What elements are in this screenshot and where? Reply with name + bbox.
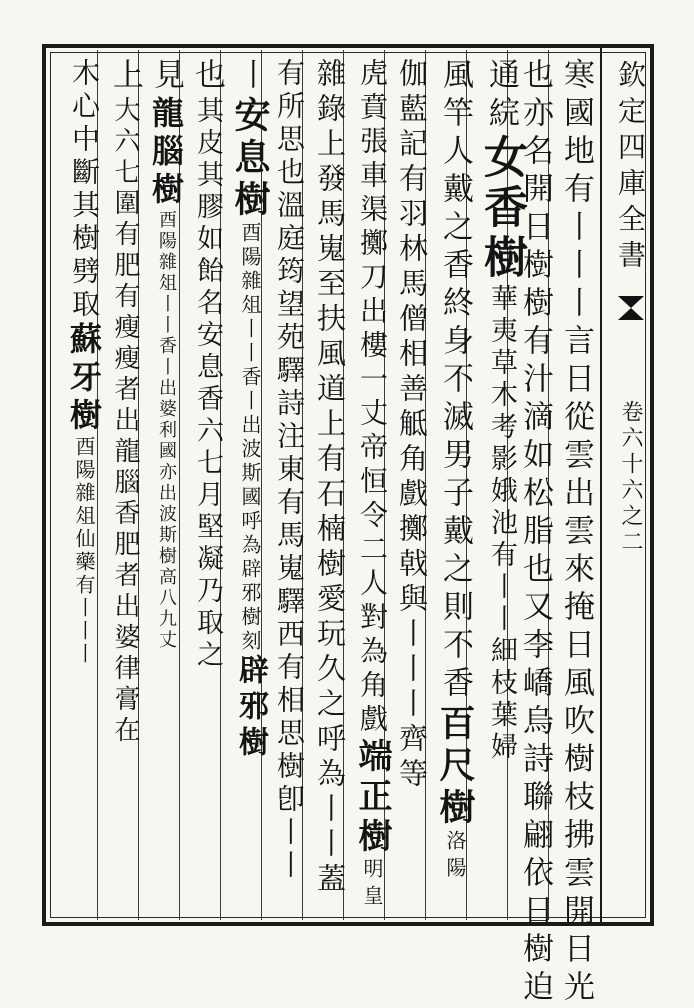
- margin-title: 欽定四庫全書: [614, 60, 647, 276]
- column-text: 見: [148, 58, 184, 96]
- column-text: 寒國地有丨丨丨言日從雲出雲來掩日風吹樹枝拂雲開日光: [558, 58, 594, 1008]
- column-text: 洛陽: [443, 830, 467, 884]
- column-text: 丨: [232, 58, 268, 96]
- entry-heading: 辟邪樹: [233, 654, 268, 762]
- fish-tail-mark-icon: [618, 296, 644, 320]
- column-text: 也: [189, 58, 225, 96]
- column-text: 酉陽雜俎丨丨香丨出婆利國亦出波斯樹高八九丈: [156, 210, 177, 651]
- column-text: 酉陽雜俎仙藥有丨丨丨: [72, 436, 96, 666]
- text-column: [269, 58, 309, 920]
- text-column: [474, 58, 528, 920]
- entry-heading: 端正樹: [352, 738, 392, 858]
- column-text: 上: [107, 58, 143, 96]
- entry-heading: 安息樹: [229, 96, 271, 222]
- column-text: 木心中斷其樹劈取: [68, 58, 101, 322]
- text-column: [351, 58, 393, 920]
- column-text: 明皇: [360, 858, 384, 912]
- text-column: [556, 58, 596, 1008]
- text-column: [146, 58, 186, 920]
- text-column: [392, 58, 432, 920]
- entry-heading: 百尺樹: [434, 704, 476, 830]
- text-column: [187, 58, 227, 920]
- column-text: 其皮其膠如飴名安息香六七月堅凝乃取之: [192, 96, 223, 672]
- text-column: [105, 58, 145, 920]
- column-text: 風竿人戴之香終身不滅男子戴之則不香: [437, 58, 473, 704]
- margin-volume: 卷六十六之二: [618, 400, 643, 556]
- column-text: 大六七圍有肥有瘦瘦者出龍腦香肥者出婆律膏在: [110, 96, 140, 747]
- column-text: 酉陽雜俎丨丨香丨出波斯國呼為辟邪樹刻: [238, 222, 262, 654]
- text-column: [64, 58, 104, 920]
- text-column: [310, 58, 350, 920]
- column-text: 也亦名開日樹樹有汁滴如松脂也又李嶠烏詩聯翩依日樹迫: [517, 58, 553, 1008]
- entry-heading: 女香樹: [476, 134, 527, 284]
- column-text: 雜錄上發馬嵬至扶風道上有石楠樹愛玩久之呼為丨丨蓋: [313, 58, 347, 898]
- column-text: 華夷草木考影娥池有丨丨細枝葉婦: [486, 284, 517, 764]
- text-column: [228, 58, 272, 920]
- column-head: 通綄: [483, 58, 519, 134]
- entry-heading: 龍腦樹: [147, 96, 185, 210]
- column-text: 虎賁張車渠擲刀出樓一丈帝恒令二人對為角戲: [356, 58, 389, 738]
- entry-heading: 蘇牙樹: [65, 322, 103, 436]
- column-text: 有所思也溫庭筠望苑驛詩注東有馬嵬驛西有相思樹卽丨丨: [273, 58, 306, 883]
- text-column: [433, 58, 477, 920]
- column-text: 伽藍記有羽林馬僧相善觝角戲擲戟與丨丨丨齊等: [395, 58, 429, 793]
